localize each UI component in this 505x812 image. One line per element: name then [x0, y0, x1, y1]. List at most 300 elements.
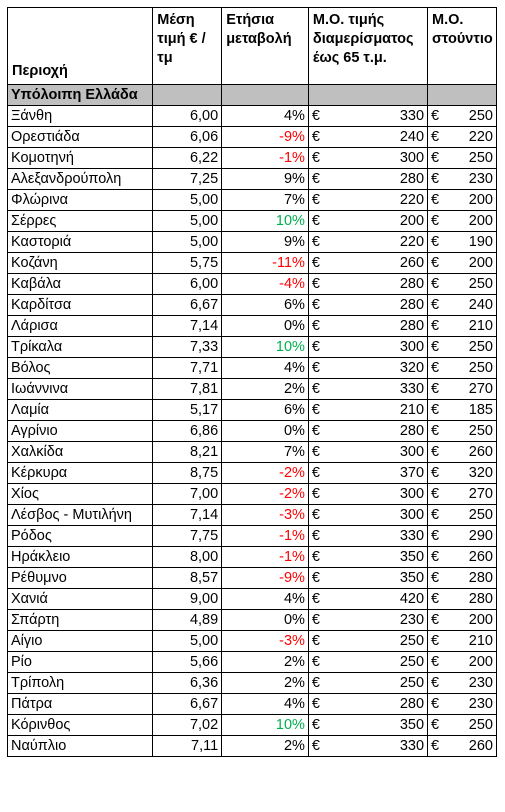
apartment-cell — [308, 610, 427, 631]
currency-symbol: € — [311, 402, 320, 418]
price-cell: 5,00 — [153, 631, 222, 652]
change-cell: 6% — [222, 400, 309, 421]
apartment-value: 260 — [399, 255, 425, 271]
apartment-value: 250 — [399, 675, 425, 691]
currency-symbol: € — [431, 507, 440, 523]
region-cell: Κόρινθος — [8, 715, 153, 736]
studio-cell — [428, 127, 497, 148]
change-cell: 4% — [222, 589, 309, 610]
table-row — [8, 694, 497, 715]
currency-symbol: € — [431, 570, 440, 586]
table-row — [8, 631, 497, 652]
table-row — [8, 526, 497, 547]
studio-value: 210 — [468, 633, 493, 649]
apartment-cell — [308, 673, 427, 694]
studio-value: 250 — [468, 108, 493, 124]
apartment-cell — [308, 190, 427, 211]
studio-value: 250 — [468, 360, 493, 376]
apartment-value: 230 — [399, 612, 425, 628]
currency-symbol: € — [311, 570, 320, 586]
studio-cell — [428, 463, 497, 484]
apartment-value: 320 — [399, 360, 425, 376]
price-cell: 6,00 — [153, 106, 222, 127]
studio-value: 260 — [468, 738, 493, 754]
currency-symbol: € — [311, 150, 320, 166]
currency-symbol: € — [431, 717, 440, 733]
apartment-value: 300 — [399, 339, 425, 355]
studio-value: 190 — [468, 234, 493, 250]
region-cell: Ηράκλειο — [8, 547, 153, 568]
price-cell: 6,67 — [153, 694, 222, 715]
header-region: Περιοχή — [8, 8, 153, 85]
table-row — [8, 673, 497, 694]
apartment-cell — [308, 694, 427, 715]
currency-symbol: € — [431, 150, 440, 166]
currency-symbol: € — [431, 612, 440, 628]
table-row — [8, 379, 497, 400]
studio-cell — [428, 316, 497, 337]
studio-value: 250 — [468, 150, 493, 166]
change-cell: 0% — [222, 610, 309, 631]
currency-symbol: € — [311, 129, 320, 145]
region-cell: Αλεξανδρούπολη — [8, 169, 153, 190]
table-row — [8, 568, 497, 589]
region-cell: Αγρίνιο — [8, 421, 153, 442]
studio-value: 270 — [468, 381, 493, 397]
table-row — [8, 358, 497, 379]
studio-value: 250 — [468, 717, 493, 733]
price-cell: 8,00 — [153, 547, 222, 568]
table-row — [8, 211, 497, 232]
studio-cell — [428, 610, 497, 631]
currency-symbol: € — [311, 297, 320, 313]
change-cell: -3% — [222, 631, 309, 652]
price-cell: 7,14 — [153, 505, 222, 526]
apartment-value: 250 — [399, 633, 425, 649]
apartment-value: 280 — [399, 171, 425, 187]
studio-value: 250 — [468, 339, 493, 355]
currency-symbol: € — [311, 549, 320, 565]
apartment-cell — [308, 568, 427, 589]
price-cell: 7,11 — [153, 736, 222, 757]
price-cell: 7,14 — [153, 316, 222, 337]
table-row — [8, 610, 497, 631]
table-row — [8, 442, 497, 463]
studio-cell — [428, 295, 497, 316]
apartment-cell — [308, 148, 427, 169]
apartment-cell — [308, 295, 427, 316]
change-cell: -4% — [222, 274, 309, 295]
change-cell: 9% — [222, 232, 309, 253]
region-cell: Κοζάνη — [8, 253, 153, 274]
studio-value: 230 — [468, 696, 493, 712]
change-cell: 2% — [222, 673, 309, 694]
region-cell: Ναύπλιο — [8, 736, 153, 757]
studio-cell — [428, 379, 497, 400]
apartment-value: 330 — [399, 381, 425, 397]
region-cell: Τρίπολη — [8, 673, 153, 694]
apartment-value: 330 — [399, 528, 425, 544]
apartment-value: 200 — [399, 213, 425, 229]
studio-value: 320 — [468, 465, 493, 481]
apartment-cell — [308, 316, 427, 337]
table-row — [8, 484, 497, 505]
price-cell: 7,71 — [153, 358, 222, 379]
change-cell: 9% — [222, 169, 309, 190]
price-cell: 6,06 — [153, 127, 222, 148]
change-cell: 10% — [222, 715, 309, 736]
currency-symbol: € — [431, 633, 440, 649]
price-cell: 6,67 — [153, 295, 222, 316]
region-cell: Λαμία — [8, 400, 153, 421]
apartment-cell — [308, 400, 427, 421]
currency-symbol: € — [311, 381, 320, 397]
currency-symbol: € — [431, 318, 440, 334]
studio-value: 260 — [468, 444, 493, 460]
change-cell: 10% — [222, 337, 309, 358]
studio-value: 230 — [468, 171, 493, 187]
table-row — [8, 148, 497, 169]
studio-cell — [428, 652, 497, 673]
studio-value: 280 — [468, 570, 493, 586]
price-cell: 6,86 — [153, 421, 222, 442]
studio-value: 200 — [468, 255, 493, 271]
currency-symbol: € — [431, 654, 440, 670]
region-cell: Ιωάννινα — [8, 379, 153, 400]
studio-cell — [428, 526, 497, 547]
currency-symbol: € — [311, 276, 320, 292]
rent-prices-table — [7, 7, 497, 757]
apartment-cell — [308, 106, 427, 127]
currency-symbol: € — [311, 234, 320, 250]
price-cell: 7,81 — [153, 379, 222, 400]
table-row — [8, 715, 497, 736]
studio-cell — [428, 673, 497, 694]
currency-symbol: € — [311, 528, 320, 544]
apartment-value: 350 — [399, 570, 425, 586]
currency-symbol: € — [431, 108, 440, 124]
apartment-value: 280 — [399, 297, 425, 313]
studio-cell — [428, 694, 497, 715]
price-cell: 6,00 — [153, 274, 222, 295]
price-cell: 6,22 — [153, 148, 222, 169]
studio-cell — [428, 106, 497, 127]
region-cell: Ξάνθη — [8, 106, 153, 127]
apartment-cell — [308, 652, 427, 673]
price-cell: 7,33 — [153, 337, 222, 358]
apartment-cell — [308, 484, 427, 505]
region-cell: Σέρρες — [8, 211, 153, 232]
studio-value: 280 — [468, 591, 493, 607]
header-annual-change: Ετήσια μεταβολή — [222, 8, 309, 85]
apartment-value: 370 — [399, 465, 425, 481]
region-cell: Λέσβος - Μυτιλήνη — [8, 505, 153, 526]
currency-symbol: € — [431, 234, 440, 250]
table-row — [8, 463, 497, 484]
price-cell: 8,75 — [153, 463, 222, 484]
currency-symbol: € — [311, 213, 320, 229]
table-row — [8, 547, 497, 568]
apartment-value: 280 — [399, 696, 425, 712]
price-cell: 5,00 — [153, 232, 222, 253]
apartment-value: 210 — [399, 402, 425, 418]
currency-symbol: € — [311, 507, 320, 523]
apartment-cell — [308, 379, 427, 400]
currency-symbol: € — [431, 675, 440, 691]
currency-symbol: € — [431, 738, 440, 754]
studio-value: 200 — [468, 654, 493, 670]
header-avg-price: Μέση τιμή € / τμ — [153, 8, 222, 85]
change-cell: 4% — [222, 358, 309, 379]
change-cell: 4% — [222, 106, 309, 127]
studio-cell — [428, 400, 497, 421]
studio-cell — [428, 547, 497, 568]
currency-symbol: € — [311, 171, 320, 187]
region-cell: Πάτρα — [8, 694, 153, 715]
change-cell: -1% — [222, 526, 309, 547]
region-cell: Καβάλα — [8, 274, 153, 295]
change-cell: 0% — [222, 316, 309, 337]
region-cell: Χαλκίδα — [8, 442, 153, 463]
price-cell: 7,00 — [153, 484, 222, 505]
currency-symbol: € — [311, 444, 320, 460]
currency-symbol: € — [431, 486, 440, 502]
apartment-value: 240 — [399, 129, 425, 145]
change-cell: -2% — [222, 484, 309, 505]
table-row — [8, 274, 497, 295]
studio-value: 230 — [468, 675, 493, 691]
currency-symbol: € — [431, 255, 440, 271]
region-cell: Ρόδος — [8, 526, 153, 547]
studio-cell — [428, 589, 497, 610]
studio-cell — [428, 274, 497, 295]
region-cell: Τρίκαλα — [8, 337, 153, 358]
table-row — [8, 421, 497, 442]
studio-value: 290 — [468, 528, 493, 544]
studio-value: 210 — [468, 318, 493, 334]
change-cell: 7% — [222, 190, 309, 211]
change-cell: -11% — [222, 253, 309, 274]
region-cell: Σπάρτη — [8, 610, 153, 631]
apartment-cell — [308, 358, 427, 379]
studio-cell — [428, 421, 497, 442]
currency-symbol: € — [431, 360, 440, 376]
header-avg-studio: Μ.Ο. στούντιο — [428, 8, 497, 85]
table-row — [8, 505, 497, 526]
studio-cell — [428, 631, 497, 652]
studio-cell — [428, 232, 497, 253]
currency-symbol: € — [431, 423, 440, 439]
change-cell: 6% — [222, 295, 309, 316]
currency-symbol: € — [311, 192, 320, 208]
studio-value: 185 — [468, 402, 493, 418]
apartment-cell — [308, 715, 427, 736]
price-cell: 9,00 — [153, 589, 222, 610]
studio-cell — [428, 337, 497, 358]
studio-cell — [428, 505, 497, 526]
apartment-value: 350 — [399, 717, 425, 733]
price-cell: 5,66 — [153, 652, 222, 673]
table-row — [8, 127, 497, 148]
currency-symbol: € — [431, 696, 440, 712]
price-cell: 4,89 — [153, 610, 222, 631]
currency-symbol: € — [431, 297, 440, 313]
currency-symbol: € — [311, 318, 320, 334]
apartment-cell — [308, 526, 427, 547]
price-cell: 5,00 — [153, 190, 222, 211]
table-row — [8, 337, 497, 358]
studio-value: 240 — [468, 297, 493, 313]
change-cell: 0% — [222, 421, 309, 442]
studio-cell — [428, 253, 497, 274]
currency-symbol: € — [431, 171, 440, 187]
region-cell: Χανιά — [8, 589, 153, 610]
currency-symbol: € — [431, 402, 440, 418]
change-cell: 2% — [222, 736, 309, 757]
price-cell: 5,75 — [153, 253, 222, 274]
apartment-cell — [308, 442, 427, 463]
region-cell: Ρίο — [8, 652, 153, 673]
apartment-value: 330 — [399, 108, 425, 124]
apartment-value: 420 — [399, 591, 425, 607]
studio-cell — [428, 442, 497, 463]
studio-cell — [428, 211, 497, 232]
studio-value: 260 — [468, 549, 493, 565]
currency-symbol: € — [431, 591, 440, 607]
region-cell: Κέρκυρα — [8, 463, 153, 484]
price-cell: 5,17 — [153, 400, 222, 421]
currency-symbol: € — [311, 486, 320, 502]
currency-symbol: € — [431, 465, 440, 481]
studio-value: 250 — [468, 276, 493, 292]
apartment-value: 280 — [399, 276, 425, 292]
currency-symbol: € — [431, 192, 440, 208]
studio-cell — [428, 190, 497, 211]
apartment-cell — [308, 127, 427, 148]
table-row — [8, 106, 497, 127]
studio-cell — [428, 169, 497, 190]
table-row — [8, 190, 497, 211]
region-cell: Καρδίτσα — [8, 295, 153, 316]
change-cell: -9% — [222, 127, 309, 148]
table-row — [8, 232, 497, 253]
studio-cell — [428, 736, 497, 757]
price-cell: 7,75 — [153, 526, 222, 547]
apartment-value: 280 — [399, 318, 425, 334]
apartment-cell — [308, 169, 427, 190]
price-cell: 6,36 — [153, 673, 222, 694]
change-cell: -3% — [222, 505, 309, 526]
table-row — [8, 736, 497, 757]
region-cell: Αίγιο — [8, 631, 153, 652]
currency-symbol: € — [431, 339, 440, 355]
price-cell: 8,21 — [153, 442, 222, 463]
change-cell: 10% — [222, 211, 309, 232]
region-cell: Κομοτηνή — [8, 148, 153, 169]
section-title: Υπόλοιπη Ελλάδα — [8, 85, 153, 106]
apartment-cell — [308, 736, 427, 757]
apartment-cell — [308, 274, 427, 295]
studio-cell — [428, 358, 497, 379]
change-cell: -9% — [222, 568, 309, 589]
apartment-cell — [308, 505, 427, 526]
table-row — [8, 652, 497, 673]
studio-value: 270 — [468, 486, 493, 502]
studio-cell — [428, 148, 497, 169]
region-cell: Φλώρινα — [8, 190, 153, 211]
change-cell: 2% — [222, 652, 309, 673]
change-cell: -1% — [222, 148, 309, 169]
apartment-value: 300 — [399, 507, 425, 523]
apartment-value: 300 — [399, 486, 425, 502]
change-cell: 7% — [222, 442, 309, 463]
change-cell: -1% — [222, 547, 309, 568]
section-row — [8, 85, 497, 106]
table-row — [8, 589, 497, 610]
apartment-cell — [308, 232, 427, 253]
studio-value: 200 — [468, 213, 493, 229]
studio-value: 250 — [468, 507, 493, 523]
currency-symbol: € — [311, 108, 320, 124]
currency-symbol: € — [431, 549, 440, 565]
change-cell: -2% — [222, 463, 309, 484]
currency-symbol: € — [311, 360, 320, 376]
currency-symbol: € — [431, 444, 440, 460]
studio-value: 200 — [468, 612, 493, 628]
region-cell: Χίος — [8, 484, 153, 505]
price-cell: 7,02 — [153, 715, 222, 736]
change-cell: 4% — [222, 694, 309, 715]
apartment-value: 220 — [399, 192, 425, 208]
price-cell: 5,00 — [153, 211, 222, 232]
studio-value: 200 — [468, 192, 493, 208]
apartment-cell — [308, 631, 427, 652]
currency-symbol: € — [431, 276, 440, 292]
currency-symbol: € — [311, 255, 320, 271]
currency-symbol: € — [311, 339, 320, 355]
studio-value: 250 — [468, 423, 493, 439]
table-row — [8, 295, 497, 316]
currency-symbol: € — [311, 654, 320, 670]
price-cell: 8,57 — [153, 568, 222, 589]
apartment-cell — [308, 547, 427, 568]
apartment-value: 350 — [399, 549, 425, 565]
apartment-cell — [308, 463, 427, 484]
region-cell: Βόλος — [8, 358, 153, 379]
apartment-cell — [308, 589, 427, 610]
apartment-cell — [308, 211, 427, 232]
header-row — [8, 8, 497, 85]
apartment-value: 300 — [399, 150, 425, 166]
currency-symbol: € — [311, 591, 320, 607]
apartment-cell — [308, 421, 427, 442]
currency-symbol: € — [431, 528, 440, 544]
currency-symbol: € — [311, 612, 320, 628]
studio-value: 220 — [468, 129, 493, 145]
region-cell: Καστοριά — [8, 232, 153, 253]
currency-symbol: € — [431, 129, 440, 145]
apartment-value: 280 — [399, 423, 425, 439]
apartment-value: 300 — [399, 444, 425, 460]
table-row — [8, 316, 497, 337]
region-cell: Ρέθυμνο — [8, 568, 153, 589]
currency-symbol: € — [431, 381, 440, 397]
currency-symbol: € — [311, 465, 320, 481]
table-row — [8, 253, 497, 274]
change-cell: 2% — [222, 379, 309, 400]
apartment-value: 220 — [399, 234, 425, 250]
apartment-value: 330 — [399, 738, 425, 754]
